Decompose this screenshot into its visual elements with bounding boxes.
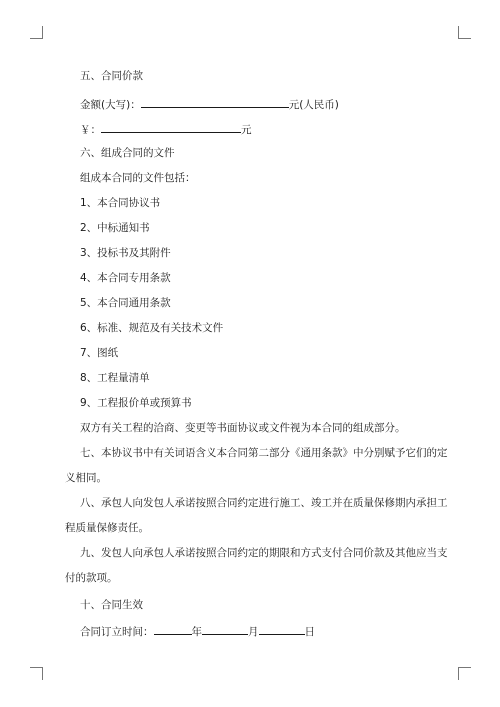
doc-item: 7、图纸 [80,347,119,359]
amount-blank [141,96,289,108]
clause-7-line-2: 义相同。 [65,472,107,484]
day-blank [259,623,305,635]
day-label: 日 [304,626,315,638]
docs-intro: 组成本合同的文件包括： [80,172,196,184]
corner-mark-top-left [30,26,43,39]
doc-item: 4、本合同专用条款 [80,272,171,284]
doc-item: 6、标准、规范及有关技术文件 [80,322,224,334]
amount-unit: 元(人民币) [288,99,339,111]
amount-label: 金额(大写)： [80,99,141,111]
doc-item: 2、中标通知书 [80,222,150,234]
effect-heading: 十、合同生效 [80,599,143,611]
yen-label: ￥： [80,124,101,136]
doc-item: 8、工程量清单 [80,372,150,384]
doc-item: 9、工程报价单或预算书 [80,397,192,409]
yen-unit: 元 [241,124,252,136]
sign-label: 合同订立时间： [80,626,154,638]
year-blank [154,623,192,635]
year-label: 年 [191,626,202,638]
month-blank [202,623,248,635]
doc-item: 3、投标书及其附件 [80,247,171,259]
corner-mark-bottom-right [458,667,471,680]
consult-paragraph: 双方有关工程的洽商、变更等书面协议或文件视为本合同的组成部分。 [80,422,406,434]
yen-line [80,121,440,137]
sign-date-line [80,623,440,639]
clause-7-line-1: 七、本协议书中有关词语含义本合同第二部分《通用条款》中分别赋予它们的定 [80,447,448,459]
corner-mark-bottom-left [30,667,43,680]
month-label: 月 [248,626,259,638]
yen-blank [101,121,241,133]
clause-8-line-2: 程质量保修责任。 [65,522,149,534]
doc-item: 5、本合同通用条款 [80,297,171,309]
corner-mark-top-right [458,26,471,39]
clause-8-line-1: 八、承包人向发包人承诺按照合同约定进行施工、竣工并在质量保修期内承担工 [80,497,448,509]
docs-heading: 六、组成合同的文件 [80,147,175,159]
price-heading: 五、合同价款 [80,70,143,82]
clause-9-line-1: 九、发包人向承包人承诺按照合同约定的期限和方式支付合同价款及其他应当支 [80,547,448,559]
doc-item: 1、本合同协议书 [80,197,161,209]
amount-line [80,96,440,112]
clause-9-line-2: 付的款项。 [65,572,118,584]
